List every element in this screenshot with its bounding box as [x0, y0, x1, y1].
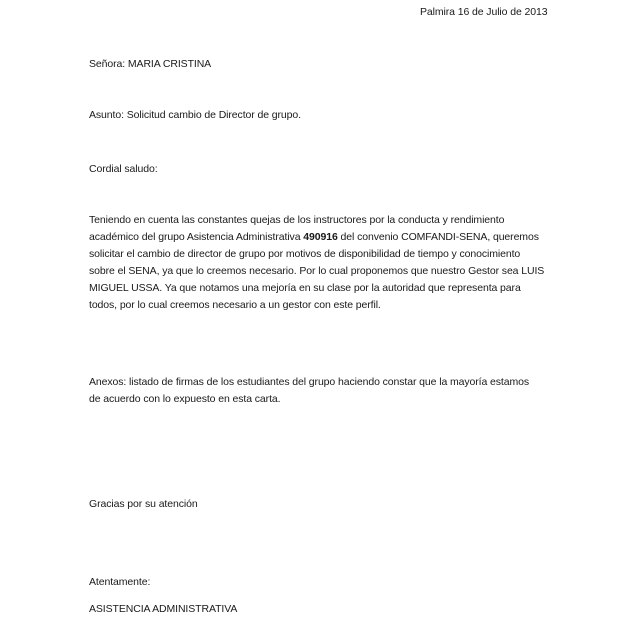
group-number: 490916: [303, 231, 338, 243]
thanks-line: Gracias por su atención: [89, 498, 198, 510]
body-text: académico del grupo Asistencia Administrativa: [89, 231, 304, 243]
body-line: solicitar el cambio de director de grupo por motivos de disponibilidad de tiempo y conocimiento: [89, 248, 521, 260]
body-line: todos, por lo cual creemos necesario a un gestor con este perfil.: [89, 299, 381, 311]
subject-line: Asunto: Solicitud cambio de Director de grupo.: [89, 109, 301, 121]
body-line: sobre el SENA, ya que lo creemos necesario. Por lo cual proponemos que nuestro Gestor sea LUIS: [89, 265, 545, 277]
body-paragraph: [89, 212, 549, 314]
signature-line: ASISTENCIA ADMINISTRATIVA: [89, 603, 238, 615]
annex-line: Anexos: listado de firmas de los estudiantes del grupo haciendo constar que la mayoría estamos: [89, 376, 530, 388]
salutation: Señora: MARIA CRISTINA: [89, 58, 212, 70]
place-date: Palmira 16 de Julio de 2013: [420, 6, 548, 18]
body-line: [89, 229, 549, 246]
body-line: MIGUEL USSA. Ya que notamos una mejoría en su clase por la autoridad que representa para: [89, 282, 521, 294]
annex-line: de acuerdo con lo expuesto en esta carta.: [89, 393, 281, 405]
body-text: del convenio COMFANDI-SENA, queremos: [337, 231, 539, 243]
annex-paragraph: [89, 374, 559, 408]
closing-line: Atentamente:: [89, 576, 151, 588]
greeting: Cordial saludo:: [89, 163, 158, 175]
body-line: Teniendo en cuenta las constantes quejas de los instructores por la conducta y rendimiento: [89, 214, 505, 226]
